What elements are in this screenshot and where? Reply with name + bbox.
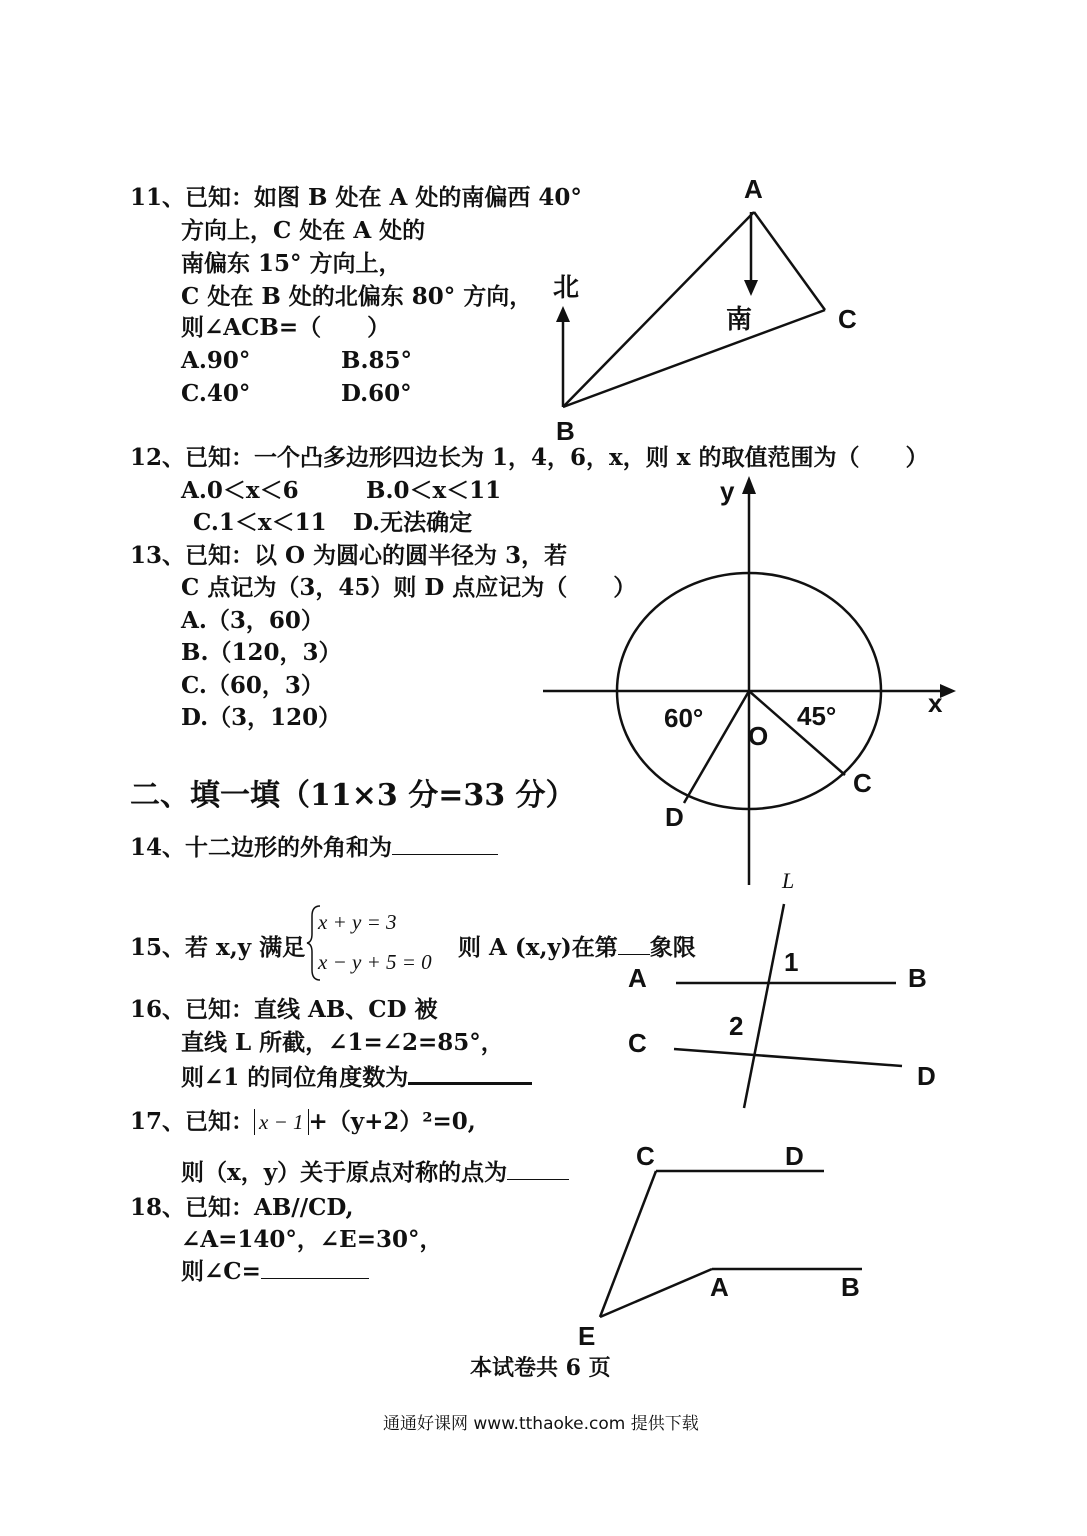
q16-transversal-l [744, 904, 784, 1108]
q13-option-b: B.（120，3） [181, 639, 342, 666]
q11-segment-ac [754, 212, 825, 310]
q15-prefix: 15、若 x,y 满足 [130, 934, 306, 961]
q11-label-south: 南 [726, 305, 753, 335]
q18-label-b: B [841, 1272, 860, 1302]
q11-option-b: B.85° [341, 347, 412, 374]
q13-option-a: A.（3，60） [181, 607, 324, 634]
q16-label: 则∠1 的同位角度数为 [181, 1064, 409, 1091]
q13-label-c: C [853, 768, 872, 798]
north-arrowhead-icon [556, 306, 570, 322]
q12-option-b: B.0＜x＜11 [366, 477, 502, 504]
q13-label-y: y [720, 476, 735, 506]
q16-label-b: B [908, 963, 927, 993]
q11-figure [553, 174, 857, 446]
q13-figure [543, 476, 956, 885]
q11-line2: 方向上，C 处在 A 处的 [181, 217, 426, 244]
q16-line2: 直线 L 所截，∠1=∠2=85°， [181, 1029, 504, 1056]
q16-line1: 16、已知：直线 AB、CD 被 [130, 996, 438, 1023]
page-count: 本试卷共 6 页 [470, 1355, 611, 1381]
q11-segment-bc [563, 310, 825, 407]
q11-option-a: A.90° [181, 347, 251, 374]
q14-label: 14、十二边形的外角和为 [130, 834, 393, 861]
q18-label-a: A [710, 1272, 729, 1302]
q13-label-x: x [928, 688, 943, 718]
q11-line3: 南偏东 15° 方向上， [181, 250, 402, 277]
south-arrowhead-icon [744, 280, 758, 296]
q12-option-c: C.1＜x＜11 [193, 509, 327, 536]
q16-line-cd [674, 1049, 902, 1066]
q11-line5: 则∠ACB=（ ） [181, 314, 391, 341]
q16-figure [628, 868, 936, 1108]
q13-line1: 13、已知：以 O 为圆心的圆半径为 3，若 [130, 542, 568, 569]
y-axis-arrow-icon [742, 476, 756, 494]
q12-option-d: D.无法确定 [353, 509, 473, 536]
q16-label-l: L [782, 868, 795, 893]
q18-label-d: D [785, 1141, 804, 1171]
q18-label-e: E [578, 1321, 596, 1351]
q16-label-c: C [628, 1028, 647, 1058]
q11-label-north: 北 [553, 273, 580, 303]
q11-line1: 11、已知：如图 B 处在 A 处的南偏西 40° [130, 184, 582, 211]
q18-segment-ce [600, 1171, 656, 1317]
q17-absolute-value: x − 1 [254, 1109, 309, 1135]
q13-line2: C 点记为（3，45）则 D 点应记为（ ） [181, 574, 637, 601]
q17-suffix: +（y+2）²=0, [308, 1108, 476, 1135]
q15-suffix-a: 则 A (x,y)在第 [458, 934, 618, 961]
section-2-title: 二、填一填（11×3 分=33 分） [130, 778, 576, 813]
q13-option-c: C.（60，3） [181, 672, 324, 699]
q12-line1: 12、已知：一个凸多边形四边长为 1，4，6，x，则 x 的取值范围为（ ） [130, 444, 929, 471]
q11-option-d: D.60° [341, 380, 412, 407]
q11-option-c: C.40° [181, 380, 251, 407]
q13-label-angle-45: 45° [797, 701, 837, 731]
q16-label-angle-1: 1 [784, 947, 799, 977]
q15-equation-2: x − y + 5 = 0 [318, 950, 432, 974]
q18-line1: 18、已知：AB//CD, [130, 1194, 354, 1221]
q16-label-d: D [917, 1061, 936, 1091]
q17-prefix: 17、已知： [130, 1108, 255, 1135]
q13-option-d: D.（3，120） [181, 704, 342, 731]
q11-label-a: A [744, 174, 763, 204]
q12-option-a: A.0＜x＜6 [181, 477, 299, 504]
q11-label-c: C [838, 304, 857, 334]
q18-label-c: C [636, 1141, 655, 1171]
q16-label-angle-2: 2 [729, 1011, 744, 1041]
q18-figure [578, 1141, 862, 1351]
q17-label: 则（x，y）关于原点对称的点为 [181, 1159, 508, 1186]
q15-equation-1: x + y = 3 [318, 910, 397, 934]
source-credit: 通通好课网 www.tthaoke.com 提供下载 [383, 1414, 699, 1434]
q13-label-d: D [665, 802, 684, 832]
q15-suffix-b: 象限 [649, 934, 696, 961]
q16-label-a: A [628, 963, 647, 993]
q11-line4: C 处在 B 处的北偏东 80° 方向， [181, 283, 533, 310]
q18-label: 则∠C= [181, 1258, 261, 1285]
q13-label-angle-60: 60° [664, 703, 704, 733]
q11-label-b: B [556, 416, 575, 446]
q18-line2: ∠A=140°，∠E=30°， [181, 1226, 443, 1253]
q13-label-o: O [748, 721, 769, 751]
